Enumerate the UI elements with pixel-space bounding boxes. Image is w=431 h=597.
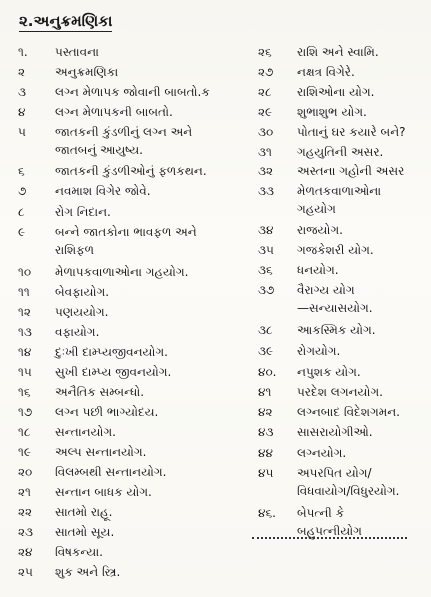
entry-number: ૩૬ [258, 263, 273, 277]
entry-number: ૩૦ [258, 125, 274, 139]
entry-number: ૮ [18, 205, 25, 219]
entry-number: ૧૫ [18, 365, 32, 379]
entry-text: લગ્ન પછી ભાગ્યોદય. [55, 405, 159, 419]
entry-number: ૨૧ [18, 485, 31, 499]
entry-number: ૧. [18, 45, 28, 59]
entry-number: ૧૯ [18, 445, 31, 459]
entry-text: વિષકન્યા. [55, 545, 103, 559]
entry-text: નવમાશ વિગેર જોવે. [55, 184, 151, 198]
entry-number: ૩૯ [258, 344, 274, 358]
entry-text: બેપત્ની કે [297, 506, 345, 520]
entry-number: ૨૦ [18, 465, 33, 479]
entry-number: ૩૪ [258, 223, 274, 237]
entry-number: ૩૩ [258, 184, 274, 198]
entry-number: ૨૯ [258, 105, 273, 119]
entry-text: પોતાનું ઘર કયારે બને? [297, 125, 406, 139]
entry-number: ૧૪ [18, 345, 32, 359]
entry-text: સાસરાયોગીઓ. [297, 425, 373, 439]
entry-number: ૧૬ [18, 385, 31, 399]
entry-text: અસ્તના ગહોની અસર [297, 164, 405, 178]
entry-text: પરદેશ લગનયોગ. [297, 385, 383, 399]
entry-number: ૩૭ [258, 283, 275, 297]
entry-number: ૧૨ [18, 305, 31, 319]
entry-text: જાતકની કુંડળીનું લગ્ન અને [55, 125, 193, 139]
entry-number: ૪૧ [258, 385, 272, 399]
entry-number: ૪૦. [258, 365, 277, 379]
entry-number: ૨૮ [258, 85, 272, 99]
dotted-rule [252, 537, 407, 539]
entry-number: ૨૩ [18, 525, 34, 539]
entry-text-continued: રાશિફળ [55, 243, 95, 257]
entry-text-continued: —સન્યાસયોગ. [297, 301, 373, 315]
entry-number: ૫ [18, 125, 26, 139]
entry-text: રોગયોગ. [297, 344, 341, 358]
entry-text: સાતમો સૂય. [55, 525, 115, 539]
entry-text-continued: ગહયોગ [297, 202, 336, 216]
entry-number: ૪૬. [258, 506, 276, 520]
entry-text: નપુશક યોગ. [297, 365, 361, 379]
entry-number: ૪૪ [258, 446, 273, 460]
entry-number: ૪૨ [258, 405, 273, 419]
entry-number: ૧૦ [18, 265, 32, 279]
entry-text: પણયયોગ. [55, 305, 109, 319]
entry-number: ૭ [18, 184, 27, 198]
entry-number: ૨૭ [258, 65, 274, 79]
entry-number: ૩ [18, 85, 26, 99]
entry-number: ૧૩ [18, 325, 32, 339]
entry-text: રાશિ અને સ્વામિ. [297, 45, 379, 59]
entry-number: ૧૭ [18, 405, 33, 419]
entry-number: ૨ [18, 65, 26, 79]
entry-text: અપરપિત યોગ/ [297, 466, 372, 480]
entry-text: વફાયોગ. [55, 325, 100, 339]
entry-number: ૩૫ [258, 243, 274, 257]
entry-text: સુખી દામ્પ્ય જીવનયોગ. [55, 365, 172, 379]
entry-number: ૪૩ [258, 425, 274, 439]
entry-text: જાતકની કુંડળીઓનું ફળકથન. [55, 164, 207, 178]
entry-text-continued: જાતબનું આયુષ્ય. [55, 143, 143, 157]
entry-number: ૩૧ [258, 145, 272, 159]
entry-text-continued: બહુપત્નીયોગ [297, 524, 362, 538]
entry-number: ૪ [18, 105, 26, 119]
entry-text: અનૈતિક સમ્બન્ધો. [55, 385, 145, 399]
entry-text: પસ્તાવના [55, 45, 99, 59]
entry-text: આકસ્મિક યોગ. [297, 323, 376, 337]
entry-text: રાશિઓના યોગ. [297, 85, 375, 99]
entry-text: સન્તાન બાધક યોગ. [55, 485, 152, 499]
entry-text: ગહયુતિની અસર. [297, 145, 384, 159]
entry-text: બન્ને જાતકોના ભાવફળ અને [55, 225, 197, 239]
entry-text: અલ્પ સન્તાનયોગ. [55, 445, 147, 459]
page-title: ૨.અનુક્રમણિકા [19, 12, 113, 30]
entry-number: ૧૮ [18, 425, 31, 439]
entry-text: મેળાપકવાળાઓના ગહયોગ. [55, 265, 189, 279]
entry-number: ૩૨ [258, 164, 274, 178]
entry-text: લગ્ન મેળાપક જોવાની બાબતો.ક [55, 85, 210, 99]
entry-text: ધનયોગ. [297, 263, 339, 277]
entry-number: ૩૮ [258, 323, 273, 337]
entry-text: લગ્નયોગ. [297, 446, 347, 460]
entry-number: ૯ [18, 225, 26, 239]
entry-number: ૨૫ [18, 565, 33, 579]
entry-text: રોગ નિદાન. [55, 205, 111, 219]
entry-text: દુઃખી દામ્પ્યજીવનયોગ. [55, 345, 168, 359]
entry-text-continued: વિધવાયોગ/વિધુરયોગ. [297, 484, 400, 498]
entry-text: રાજયોગ. [297, 223, 343, 237]
entry-number: ૨૪ [18, 545, 33, 559]
entry-text: સાતમો રાહૂ. [55, 505, 113, 519]
entry-text: વિલમ્બથી સન્તાનયોગ. [55, 465, 167, 479]
entry-text: ગજકેશરી યોગ. [297, 243, 374, 257]
entry-number: ૪૫ [258, 466, 274, 480]
entry-number: ૧૧ [18, 285, 30, 299]
entry-text: લગ્ન મેળાપકની બાબતો. [55, 105, 173, 119]
entry-number: ૬ [18, 164, 25, 178]
entry-text: વૈરાગ્ય યોગ [297, 283, 355, 297]
entry-text: અનુક્રમણિકા [55, 65, 119, 79]
entry-number: ૨૨ [18, 505, 33, 519]
entry-text: સન્તાનયોગ. [55, 425, 116, 439]
entry-text: શુભાશુભ યોગ. [297, 105, 367, 119]
entry-text: નક્ષત્ર વિગેરે. [297, 65, 355, 79]
entry-number: ૨૬ [258, 45, 272, 59]
entry-text: મેળતકવાળાઓના [297, 184, 382, 198]
entry-text: બેવફાયોગ. [55, 285, 110, 299]
entry-text: શુક અને સ્ત્રિ. [55, 565, 121, 579]
entry-text: લગ્નબાદ વિદેશગમન. [297, 405, 400, 419]
